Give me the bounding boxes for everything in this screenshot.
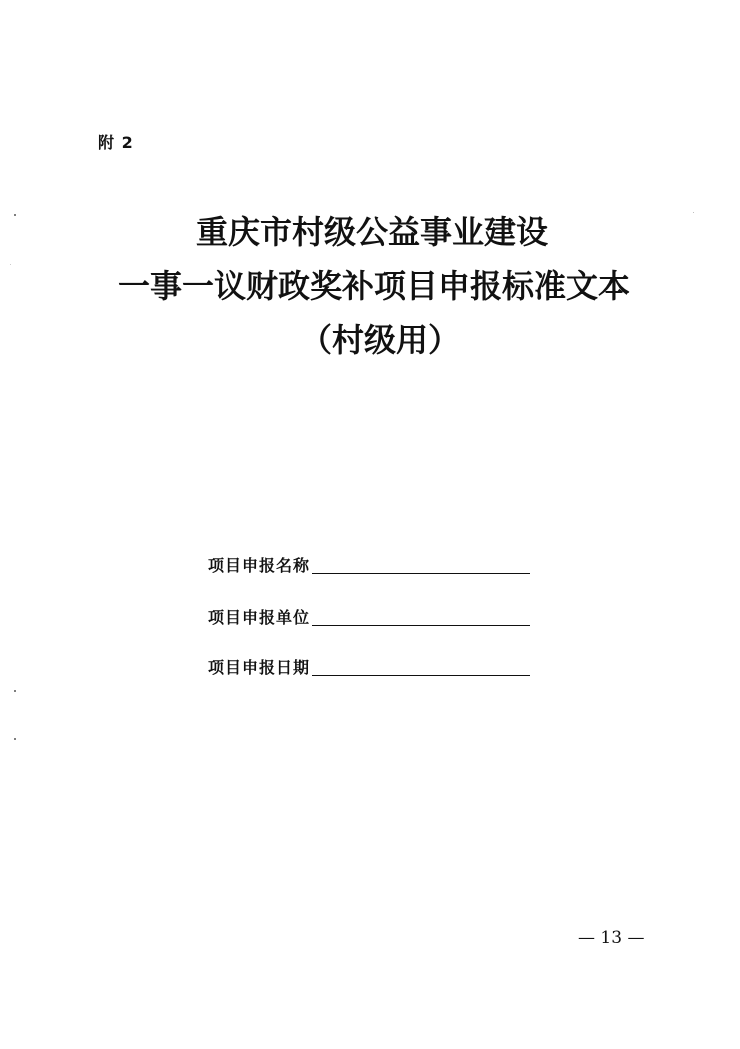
scan-speck (14, 214, 16, 216)
scan-speck (14, 738, 16, 740)
scan-speck (14, 690, 16, 692)
title-line-3: （村级用） (300, 321, 461, 359)
project-unit-blank-line[interactable] (312, 625, 530, 626)
project-unit-label: 项目申报单位 (208, 608, 311, 627)
project-date-field (208, 652, 530, 678)
project-name-field (208, 550, 530, 576)
title-line-1: 重庆市村级公益事业建设 (196, 213, 549, 251)
project-name-label: 项目申报名称 (208, 556, 311, 575)
project-name-blank-line[interactable] (312, 573, 530, 574)
attachment-label: 附 2 (98, 133, 134, 152)
project-date-blank-line[interactable] (312, 675, 530, 676)
scan-speck (10, 264, 11, 265)
page-number: — 13 — (578, 928, 645, 948)
scan-speck (693, 212, 694, 213)
title-line-2: 一事一议财政奖补项目申报标准文本 (118, 267, 631, 305)
project-date-label: 项目申报日期 (208, 658, 311, 677)
project-unit-field (208, 602, 530, 628)
